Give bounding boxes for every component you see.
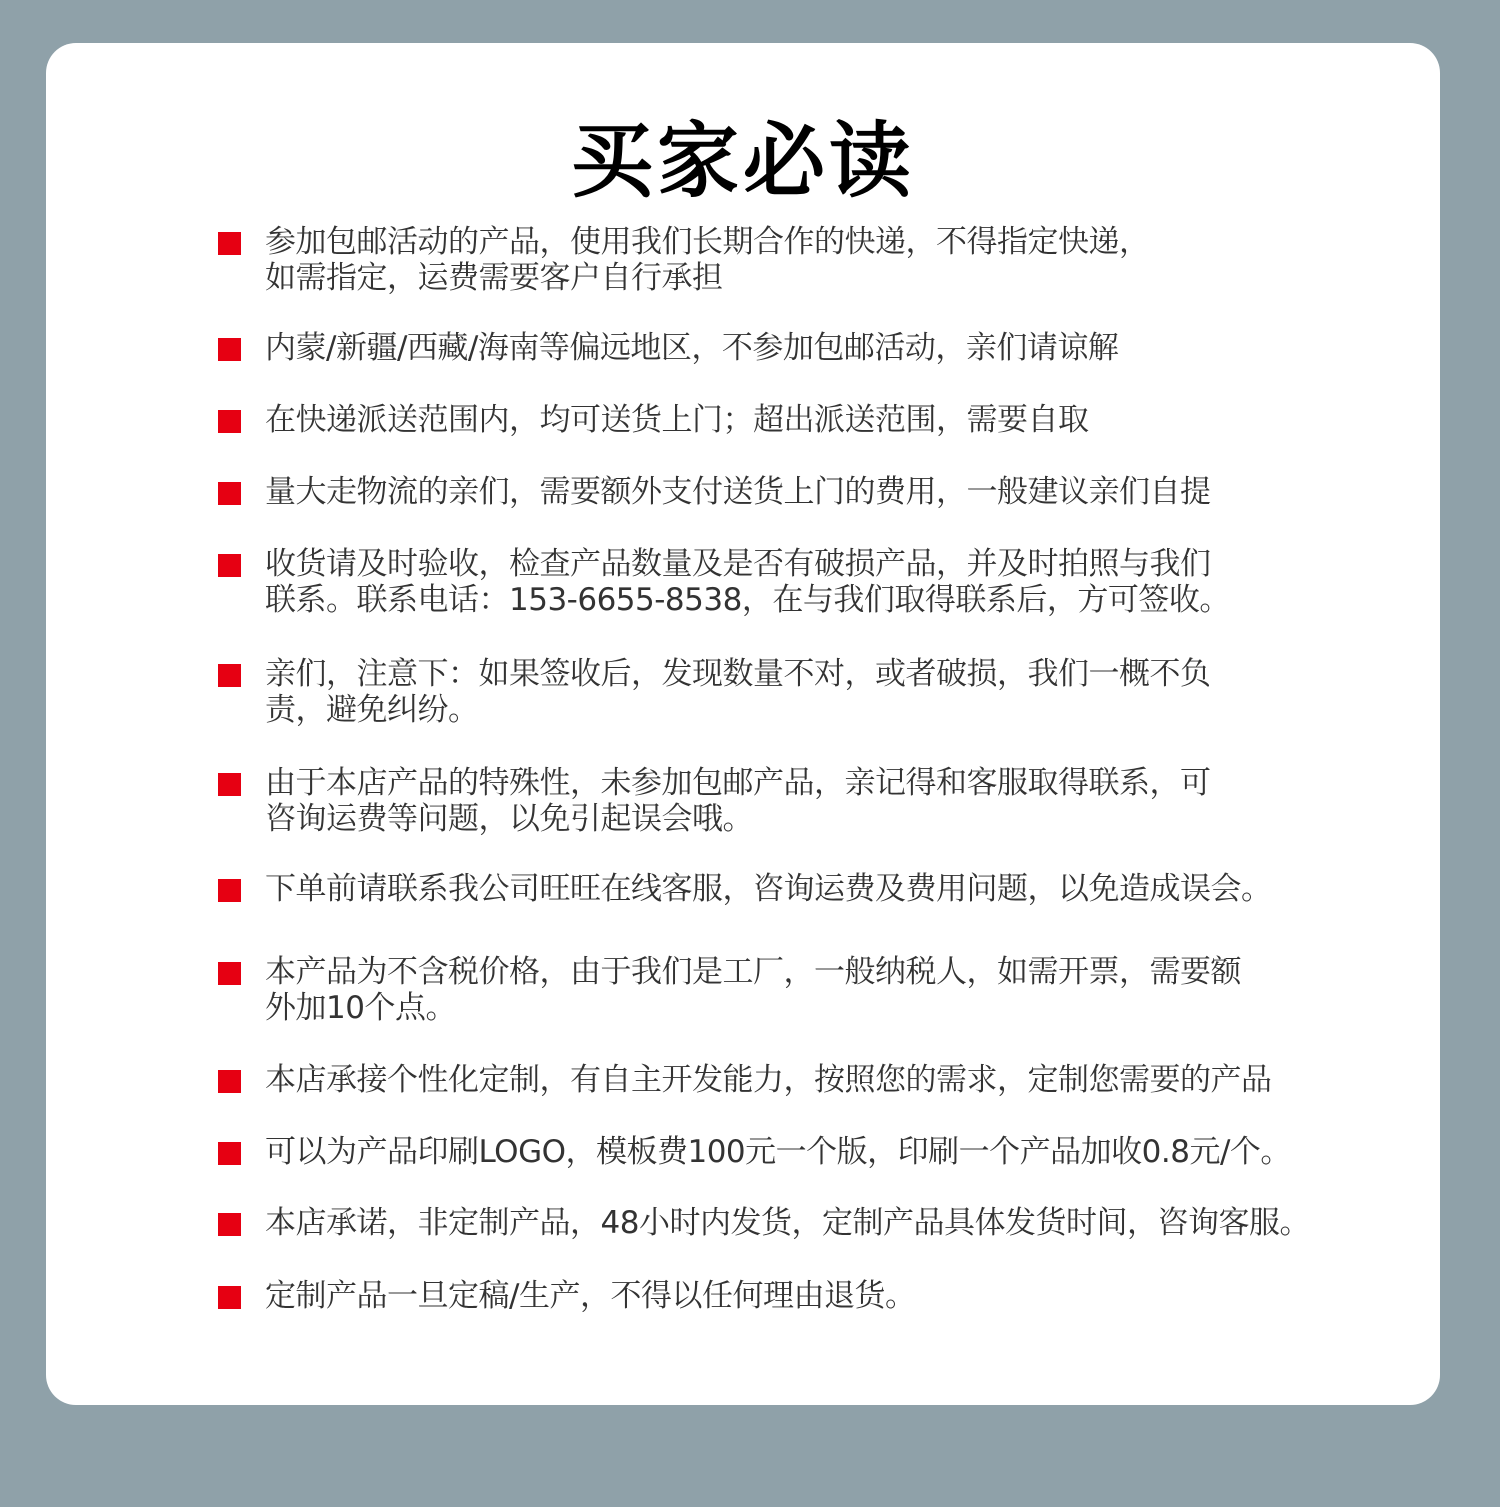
bullet-square-icon	[218, 410, 241, 433]
bullet-square-icon	[218, 1286, 241, 1309]
list-item-text: 内蒙/新疆/西藏/海南等偏远地区，不参加包邮活动，亲们请谅解	[265, 330, 1119, 366]
bullet-square-icon	[218, 773, 241, 796]
list-item-text: 在快递派送范围内，均可送货上门；超出派送范围，需要自取	[265, 402, 1089, 438]
bullet-square-icon	[218, 879, 241, 902]
bullet-square-icon	[218, 482, 241, 505]
bullet-square-icon	[218, 962, 241, 985]
list-item-text: 定制产品一旦定稿/生产，不得以任何理由退货。	[265, 1278, 916, 1314]
list-item-text: 本店承接个性化定制，有自主开发能力，按照您的需求，定制您需要的产品	[265, 1062, 1272, 1098]
list-item-text: 可以为产品印刷LOGO，模板费100元一个版，印刷一个产品加收0.8元/个。	[265, 1134, 1291, 1170]
bullet-square-icon	[218, 1142, 241, 1165]
bullet-square-icon	[218, 1070, 241, 1093]
list-item-text: 由于本店产品的特殊性，未参加包邮产品，亲记得和客服取得联系，可 咨询运费等问题，以免引起误会哦。	[265, 765, 1211, 837]
page-title: 买家必读	[570, 114, 915, 209]
list-item-text: 本产品为不含税价格，由于我们是工厂，一般纳税人，如需开票，需要额 外加10个点。	[265, 954, 1241, 1026]
list-item-text: 收货请及时验收，检查产品数量及是否有破损产品，并及时拍照与我们 联系。联系电话：153-6655-8538，在与我们取得联系后，方可签收。	[265, 546, 1230, 618]
bullet-square-icon	[218, 338, 241, 361]
bullet-square-icon	[218, 232, 241, 255]
list-item-text: 下单前请联系我公司旺旺在线客服，咨询运费及费用问题，以免造成误会。	[265, 871, 1272, 907]
list-item-text: 本店承诺，非定制产品，48小时内发货，定制产品具体发货时间，咨询客服。	[265, 1205, 1310, 1241]
bullet-square-icon	[218, 1213, 241, 1236]
bullet-square-icon	[218, 554, 241, 577]
list-item-text: 亲们，注意下：如果签收后，发现数量不对，或者破损，我们一概不负 责，避免纠纷。	[265, 656, 1211, 728]
bullet-square-icon	[218, 664, 241, 687]
list-item-text: 量大走物流的亲们，需要额外支付送货上门的费用，一般建议亲们自提	[265, 474, 1211, 510]
list-item-text: 参加包邮活动的产品，使用我们长期合作的快递，不得指定快递， 如需指定，运费需要客户自行承担	[265, 224, 1150, 296]
